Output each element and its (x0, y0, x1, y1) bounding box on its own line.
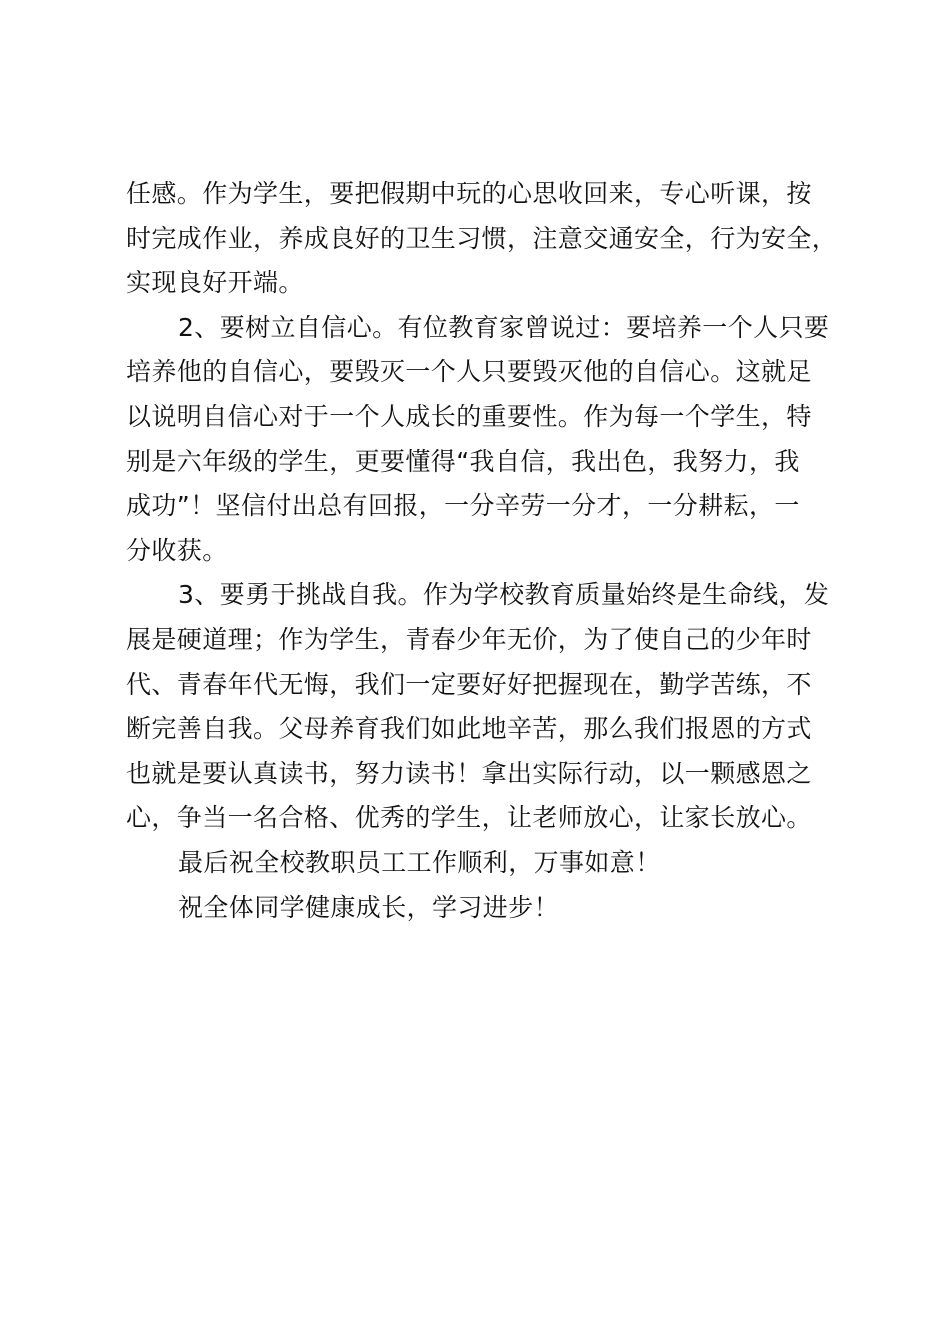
text-line: 成功”！坚信付出总有回报，一分辛劳一分才，一分耕耘，一 (126, 491, 800, 521)
paragraph-challenge-self (126, 573, 856, 841)
text-line: 2、要树立自信心。有位教育家曾说过：要培养一个人只要 (178, 312, 830, 342)
text-line: 以说明自信心对于一个人成长的重要性。作为每一个学生，特 (126, 401, 812, 431)
document-body (126, 172, 856, 930)
text-line: 任感。作为学生，要把假期中玩的心思收回来，专心听课，按 (126, 179, 812, 208)
text-line: 培养他的自信心，要毁灭一个人只要毁灭他的自信心。这就足 (126, 357, 812, 387)
text-line: 时完成作业，养成良好的卫生习惯，注意交通安全，行为安全， (126, 223, 838, 253)
text-line: 3、要勇于挑战自我。作为学校教育质量始终是生命线，发 (178, 580, 830, 610)
paragraph-wish-staff (126, 841, 856, 886)
paragraph-wish-students (126, 886, 856, 931)
paragraph-self-confidence (126, 306, 856, 574)
text-line: 祝全体同学健康成长，学习进步！ (178, 892, 560, 922)
text-line: 实现良好开端。 (126, 268, 304, 298)
text-line: 分收获。 (126, 535, 228, 565)
text-line: 断完善自我。父母养育我们如此地辛苦，那么我们报恩的方式 (126, 714, 812, 744)
paragraph-continuation (126, 172, 856, 306)
text-line: 也就是要认真读书，努力读书！拿出实际行动，以一颗感恩之 (126, 758, 812, 788)
text-line: 最后祝全校教职员工工作顺利，万事如意！ (178, 847, 661, 877)
text-line: 代、青春年代无悔，我们一定要好好把握现在，勤学苦练，不 (126, 669, 812, 699)
text-line: 展是硬道理；作为学生，青春少年无价，为了使自己的少年时 (126, 624, 812, 654)
text-line: 心，争当一名合格、优秀的学生，让老师放心，让家长放心。 (126, 803, 812, 833)
text-line: 别是六年级的学生，更要懂得“我自信，我出色，我努力，我 (126, 446, 800, 476)
